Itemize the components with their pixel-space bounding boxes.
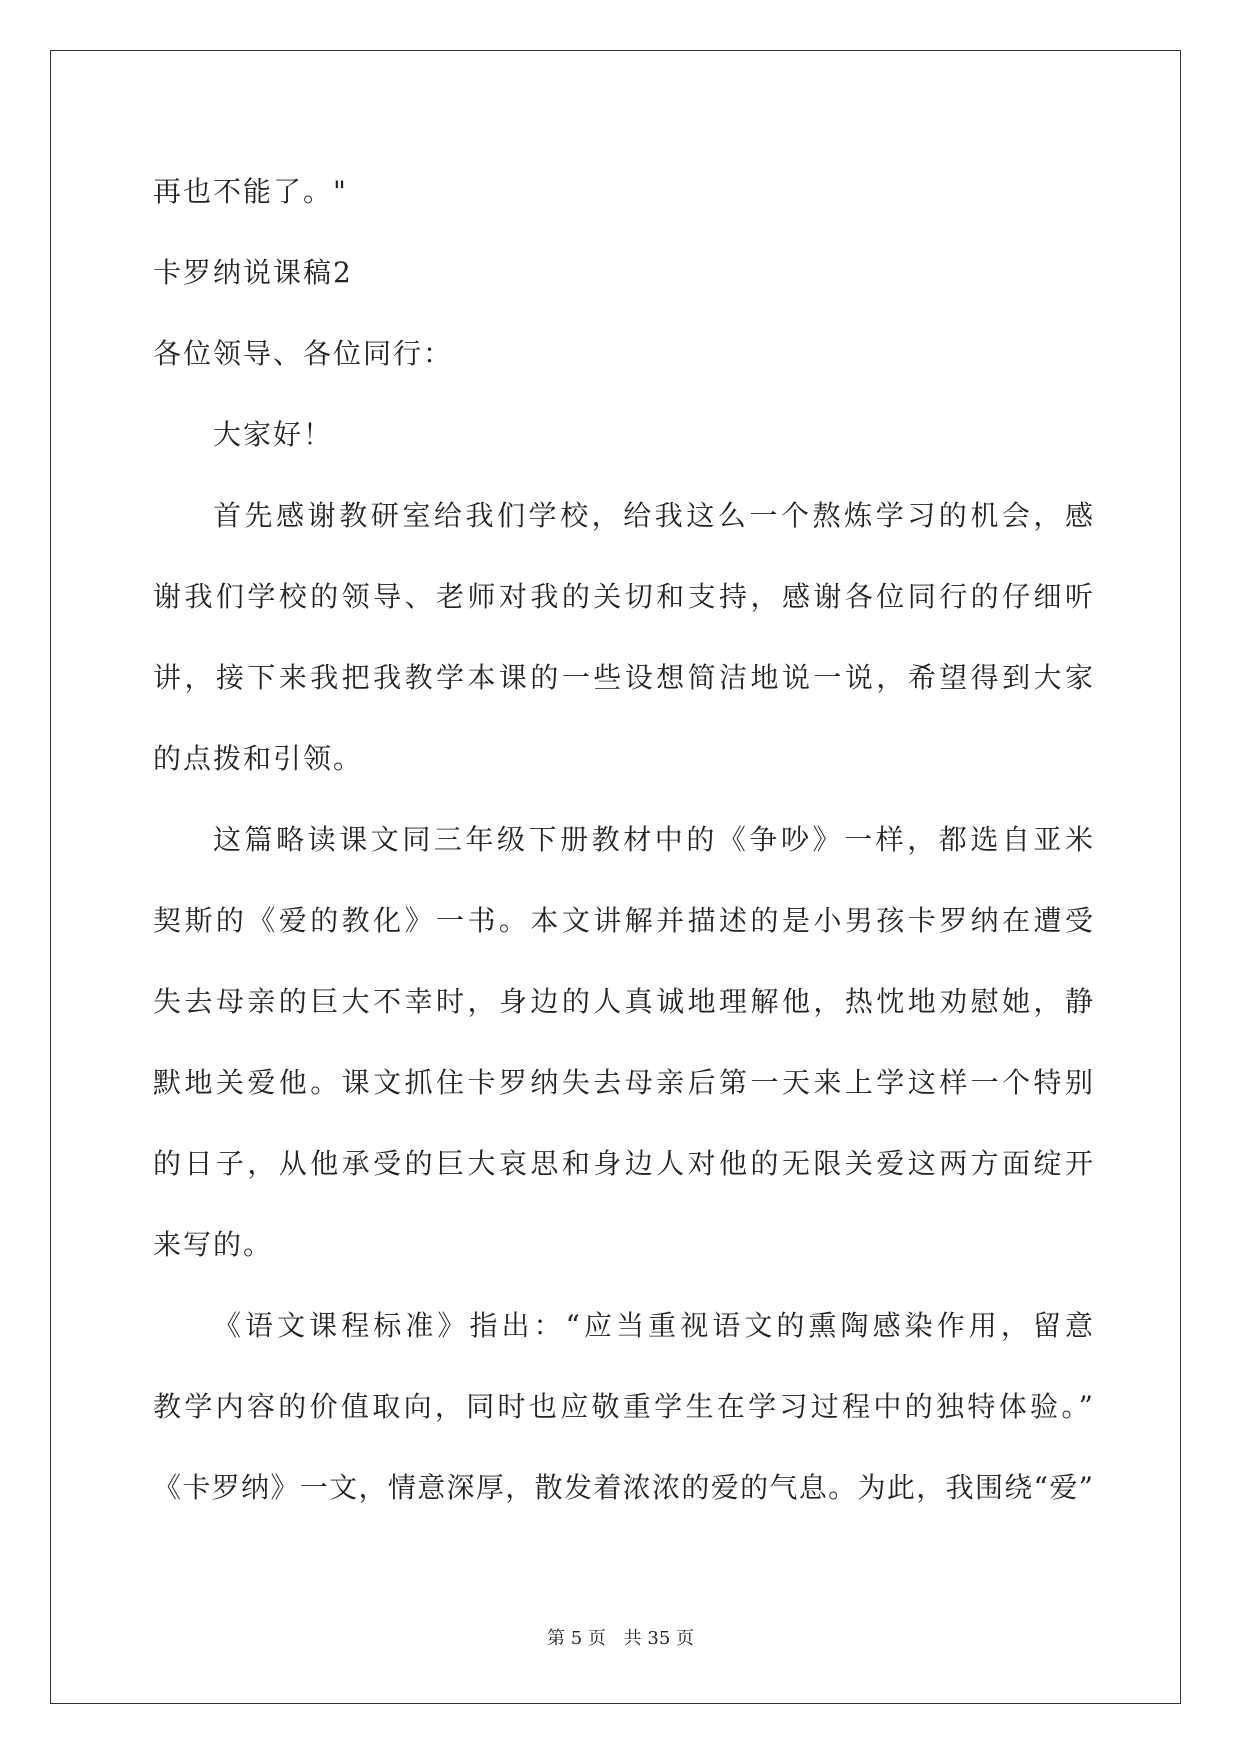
salutation: 各位领导、各位同行： xyxy=(153,337,454,370)
text-line: 《语文课程标准》指出：“应当重视语文的熏陶感染作用，留意 xyxy=(213,1309,1093,1342)
text-line: 失去母亲的巨大不幸时，身边的人真诚地理解他，热忱地劝慰她，静 xyxy=(153,985,1093,1018)
text-line: 教学内容的价值取向，同时也应敬重学生在学习过程中的独特体验。” xyxy=(153,1390,1093,1423)
text-line: 的点拨和引领。 xyxy=(153,742,364,775)
text-line: 再也不能了。" xyxy=(153,175,348,208)
text-line: 《卡罗纳》一文，情意深厚，散发着浓浓的爱的气息。为此，我围绕“爱” xyxy=(153,1471,1093,1504)
section-title: 卡罗纳说课稿2 xyxy=(153,256,353,289)
page-total: 共 35 页 xyxy=(623,1628,694,1649)
text-line: 契斯的《爱的教化》一书。本文讲解并描述的是小男孩卡罗纳在遭受 xyxy=(153,904,1093,937)
text-line: 谢我们学校的领导、老师对我的关切和支持，感谢各位同行的仔细听 xyxy=(153,580,1093,613)
page-border xyxy=(50,50,1181,1704)
text-line: 的日子，从他承受的巨大哀思和身边人对他的无限关爱这两方面绽开 xyxy=(153,1147,1093,1180)
greeting: 大家好！ xyxy=(213,418,334,451)
text-line: 来写的。 xyxy=(153,1228,274,1261)
page-number: 第 5 页 xyxy=(547,1628,606,1649)
text-line: 首先感谢教研室给我们学校，给我这么一个熬炼学习的机会，感 xyxy=(213,499,1093,532)
text-line: 默地关爱他。课文抓住卡罗纳失去母亲后第一天来上学这样一个特别 xyxy=(153,1066,1093,1099)
text-line: 这篇略读课文同三年级下册教材中的《争吵》一样，都选自亚米 xyxy=(213,823,1093,856)
page-footer xyxy=(0,1624,1241,1650)
text-line: 讲，接下来我把我教学本课的一些设想简洁地说一说，希望得到大家 xyxy=(153,661,1093,694)
